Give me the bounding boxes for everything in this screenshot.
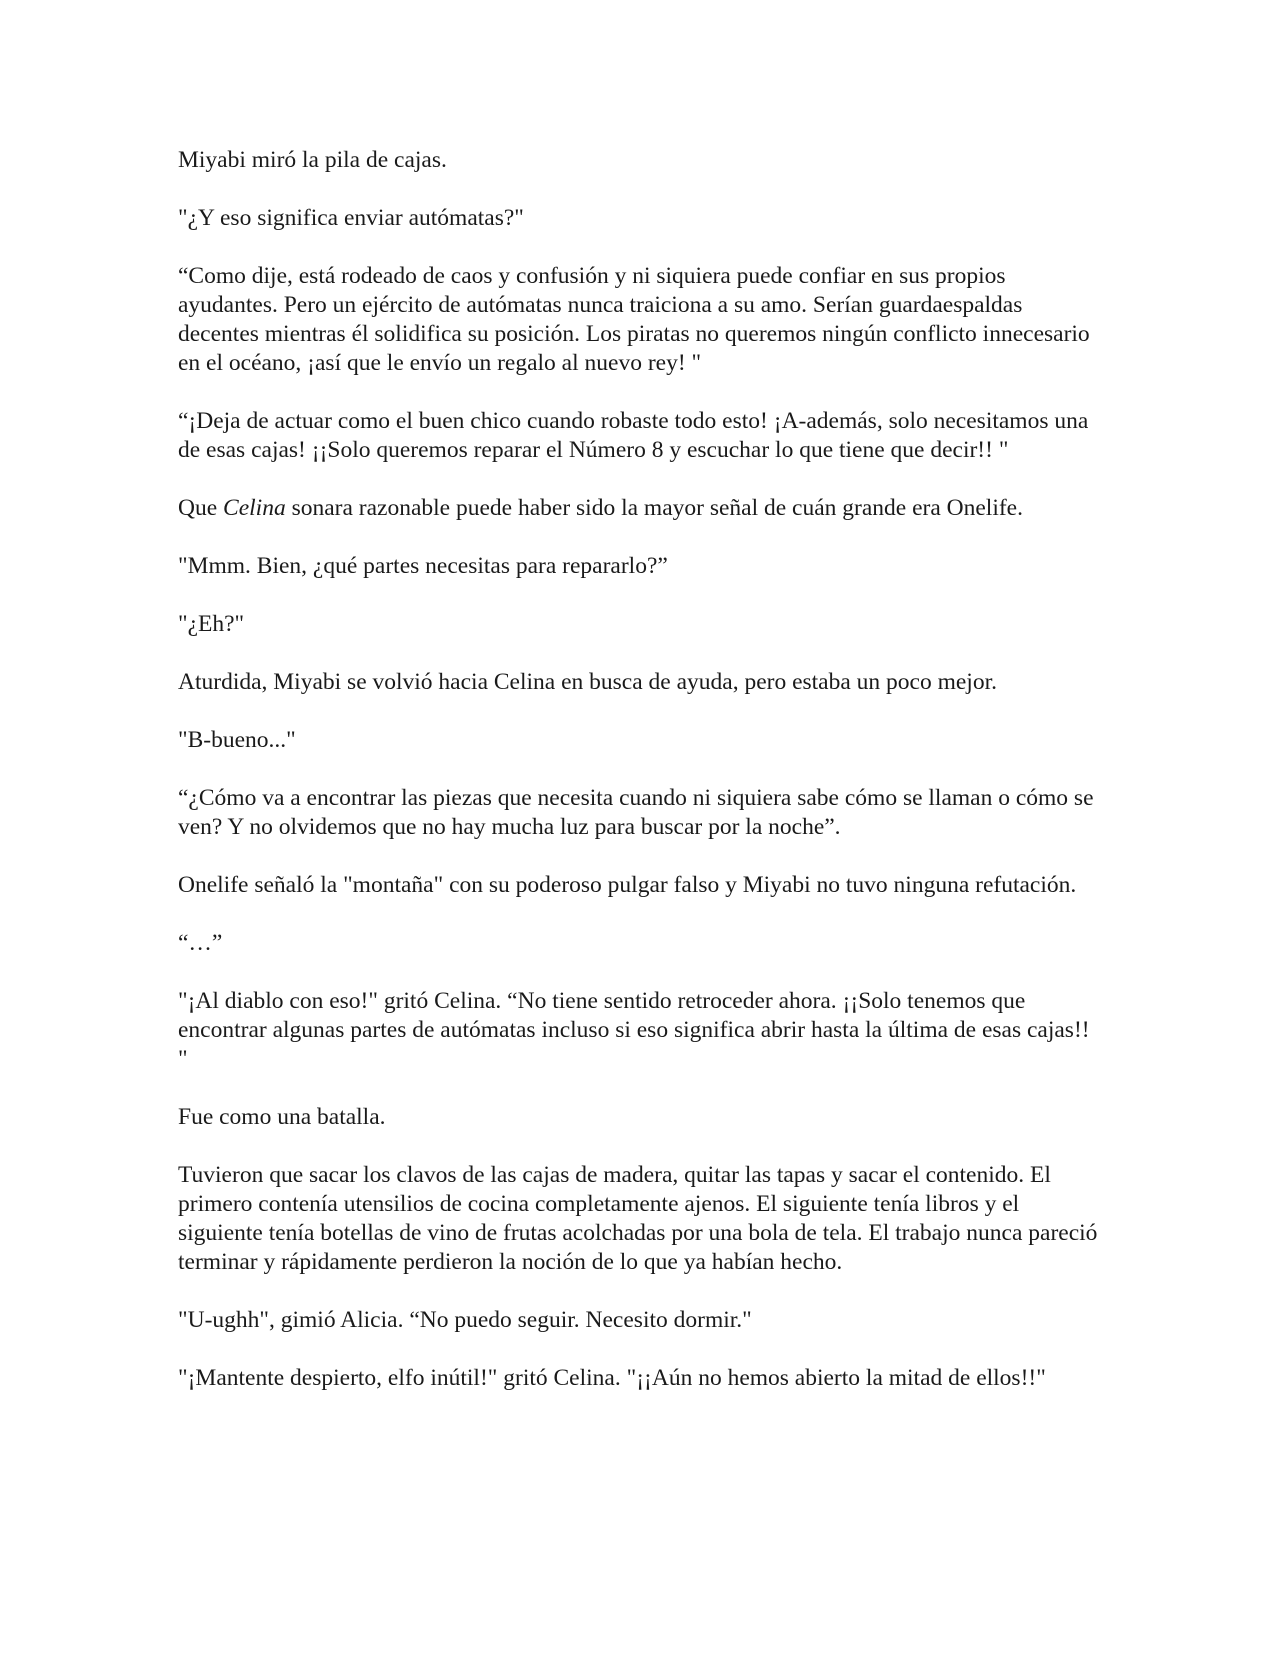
- paragraph: "¡Al diablo con eso!" gritó Celina. “No tiene sentido retroceder ahora. ¡¡Solo tenemos que encontrar algunas partes de autómatas incluso si eso significa abrir hasta la última de esas cajas!! ": [178, 988, 1090, 1072]
- paragraph: “¡Deja de actuar como el buen chico cuando robaste todo esto! ¡A-además, solo necesitamos una de esas cajas! ¡¡Solo queremos reparar el Número 8 y escuchar lo que tiene que decir!! ": [178, 408, 1089, 463]
- paragraph: "Mmm. Bien, ¿qué partes necesitas para repararlo?”: [178, 553, 668, 579]
- paragraph: Miyabi miró la pila de cajas.: [178, 147, 447, 173]
- paragraph: “Como dije, está rodeado de caos y confusión y ni siquiera puede confiar en sus propios ayudantes. Pero un ejército de autómatas nunca traiciona a su amo. Serían guardaespaldas decentes mientras él solidifica su posición. Los piratas no queremos ningún conflicto innecesario en el océano, ¡así que le envío un regalo al nuevo rey! ": [178, 263, 1090, 376]
- emphasized-name: Celina: [223, 495, 286, 521]
- paragraph: "¡Mantente despierto, elfo inútil!" gritó Celina. "¡¡Aún no hemos abierto la mitad de ellos!!": [178, 1365, 1046, 1391]
- paragraph-text: Que: [178, 495, 224, 521]
- paragraph: Tuvieron que sacar los clavos de las cajas de madera, quitar las tapas y sacar el contenido. El primero contenía utensilios de cocina completamente ajenos. El siguiente tenía libros y el siguiente tenía botellas de vino de frutas acolchadas por una bola de tela. El trabajo nunca pareció terminar y rápidamente perdieron la noción de lo que ya habían hecho.: [178, 1162, 1098, 1275]
- document-body: [178, 146, 1098, 1422]
- paragraph: [178, 494, 1098, 523]
- paragraph: Onelife señaló la "montaña" con su poderoso pulgar falso y Miyabi no tuvo ninguna refutación.: [178, 872, 1077, 898]
- paragraph: "¿Y eso significa enviar autómatas?": [178, 205, 524, 231]
- paragraph: “…”: [178, 930, 223, 956]
- paragraph: Fue como una batalla.: [178, 1104, 386, 1130]
- paragraph: "B-bueno...": [178, 727, 296, 753]
- paragraph-text: sonara razonable puede haber sido la mayor señal de cuán grande era Onelife.: [285, 495, 1023, 521]
- paragraph: “¿Cómo va a encontrar las piezas que necesita cuando ni siquiera sabe cómo se llaman o cómo se ven? Y no olvidemos que no hay mucha luz para buscar por la noche”.: [178, 785, 1094, 840]
- paragraph: Aturdida, Miyabi se volvió hacia Celina en busca de ayuda, pero estaba un poco mejor.: [178, 669, 997, 695]
- paragraph: "¿Eh?": [178, 611, 245, 637]
- paragraph: "U-ughh", gimió Alicia. “No puedo seguir. Necesito dormir.": [178, 1307, 752, 1333]
